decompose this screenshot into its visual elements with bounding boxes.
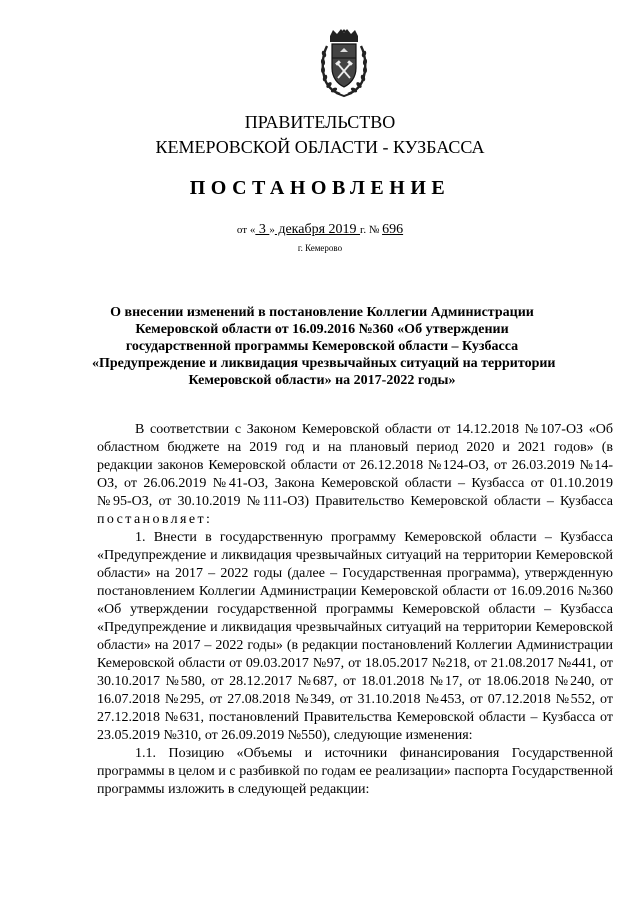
item-1-1-paragraph: 1.1. Позицию «Объемы и источники финансирования Государственной программы в целом и с разбивкой по годам ее реализации» паспорта Государственной программы изложить в следующей редакции: bbox=[97, 746, 613, 797]
government-name-line1: ПРАВИТЕЛЬСТВО bbox=[244, 112, 396, 132]
date-prefix: от « bbox=[236, 224, 256, 236]
title-line: «Предупреждение и ликвидация чрезвычайных ситуаций на территории bbox=[92, 356, 556, 371]
preamble-text: В соответствии с Законом Кемеровской области от 14.12.2018 №107-ОЗ «Об областном бюджете на 2019 год и на плановый период 2020 и 2021 годов» (в редакции законов Кемеровской области от 26.12.2018 №124-ОЗ, от 26.03.2019 №14-ОЗ, от 26.06.2019 №41-ОЗ, Закона Кемеровской области – Кузбасса от 01.10.2019 №95-ОЗ, от 30.10.2019 №111-ОЗ) Правительство Кемеровской области – Кузбасса bbox=[97, 422, 613, 509]
date-mid: » bbox=[269, 224, 275, 236]
document-type-heading: ПОСТАНОВЛЕНИЕ bbox=[189, 177, 451, 199]
coat-of-arms-emblem bbox=[318, 28, 370, 98]
title-line: Кемеровской области» на 2017-2022 годы» bbox=[188, 373, 456, 388]
title-line: О внесении изменений в постановление Коллегии Администрации bbox=[110, 305, 534, 320]
title-line: Кемеровской области от 16.09.2016 №360 «Об утверждении bbox=[135, 322, 509, 337]
title-line: государственной программы Кемеровской области – Кузбасса bbox=[125, 339, 519, 354]
city-label: г. Кемерово bbox=[297, 243, 343, 253]
date-number-line bbox=[0, 222, 640, 238]
government-name-line2: КЕМЕРОВСКОЙ ОБЛАСТИ - КУЗБАССА bbox=[155, 137, 485, 157]
document-body bbox=[97, 421, 613, 799]
document-number: 696 bbox=[382, 222, 404, 237]
document-title bbox=[92, 304, 556, 389]
crown-icon bbox=[330, 29, 358, 42]
preamble-paragraph bbox=[97, 421, 613, 529]
date-day: 3 bbox=[255, 222, 270, 237]
item-1-paragraph: 1. Внести в государственную программу Кемеровской области – Кузбасса «Предупреждение и ликвидация чрезвычайных ситуаций на территории Кемеровской области» на 2017 – 2022 годы (далее – Государственная программа), утвержденную постановлением Коллегии Администрации Кемеровской области от 16.09.2016 №360 «Об утверждении государственной программы Кемеровской области – Кузбасса «Предупреждение и ликвидация чрезвычайных ситуаций на территории Кемеровской области» на 2017 – 2022 годы» (в редакции постановлений Коллегии Администрации Кемеровской области от 09.03.2017 №97, от 18.05.2017 №218, от 21.08.2017 №441, от 30.10.2017 №580, от 28.12.2017 №687, от 18.01.2018 №17, от 18.06.2018 №240, от 16.07.2018 №295, от 27.08.2018 №349, от 31.10.2018 №453, от 07.12.2018 №552, от 27.12.2018 №631, постановлений Правительства Кемеровской области – Кузбасса от 23.05.2019 №310, от 26.09.2019 №550), следующие изменения: bbox=[97, 530, 613, 743]
date-suffix: г. № bbox=[360, 224, 383, 236]
decree-word: постановляет: bbox=[97, 512, 213, 527]
date-month-year: декабря 2019 bbox=[274, 222, 361, 237]
